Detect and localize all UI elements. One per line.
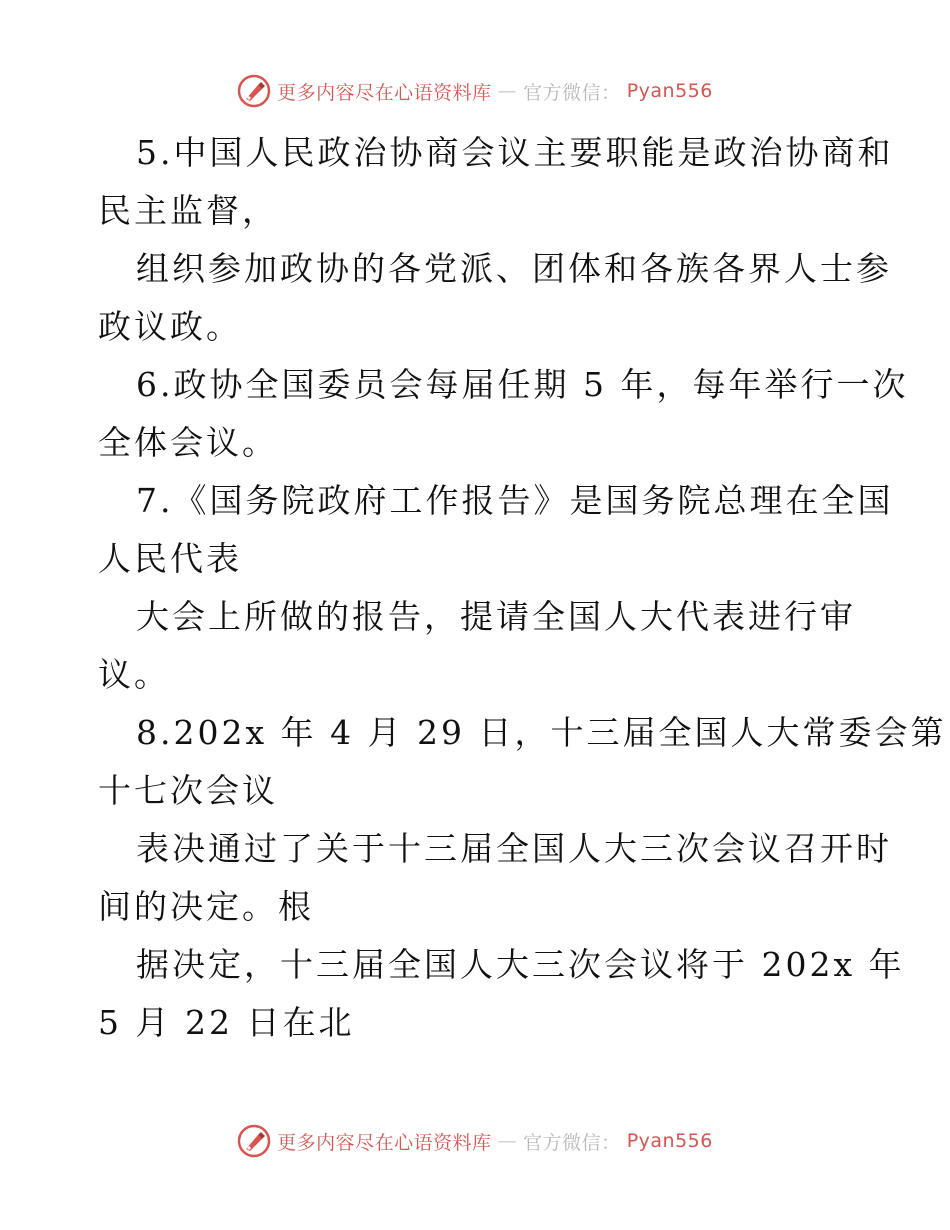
pen-logo-icon	[237, 74, 271, 108]
text-line: 5 月 22 日在北	[98, 1003, 355, 1042]
watermark-dash: —	[497, 1130, 518, 1152]
text-line: 全体会议。	[98, 423, 278, 462]
watermark-sub-text: 官方微信：	[523, 81, 621, 104]
text-line: 组织参加政协的各党派、团体和各族各界人士参	[136, 249, 892, 288]
text-line: 6.政协全国委员会每届任期 5 年，每年举行一次	[136, 365, 909, 404]
text-line: 据决定，十三届全国人大三次会议将于 202x 年	[136, 945, 905, 984]
watermark-main-text: 更多内容尽在心语资料库	[277, 1131, 492, 1154]
text-line: 大会上所做的报告，提请全国人大代表进行审	[136, 597, 856, 636]
text-line: 民主监督，	[98, 191, 278, 230]
watermark-dash: —	[497, 80, 518, 102]
text-line: 间的决定。根	[98, 887, 314, 926]
watermark-sub-text: 官方微信：	[523, 1131, 621, 1154]
footer-watermark	[0, 1124, 950, 1158]
text-line: 政议政。	[98, 307, 242, 346]
document-body	[98, 124, 947, 1052]
watermark-wechat-id: Pyan556	[626, 80, 713, 102]
watermark-main-text: 更多内容尽在心语资料库	[277, 81, 492, 104]
text-line: 表决通过了关于十三届全国人大三次会议召开时	[136, 829, 892, 868]
watermark-wechat-id: Pyan556	[626, 1130, 713, 1152]
text-line: 5.中国人民政治协商会议主要职能是政治协商和	[136, 133, 894, 172]
text-line: 议。	[98, 655, 170, 694]
text-line: 人民代表	[98, 539, 242, 578]
text-line: 8.202x 年 4 月 29 日，十三届全国人大常委会第	[136, 713, 947, 752]
pen-logo-icon	[237, 1124, 271, 1158]
text-line: 7.《国务院政府工作报告》是国务院总理在全国	[136, 481, 894, 520]
text-line: 十七次会议	[98, 771, 278, 810]
header-watermark	[0, 74, 950, 108]
